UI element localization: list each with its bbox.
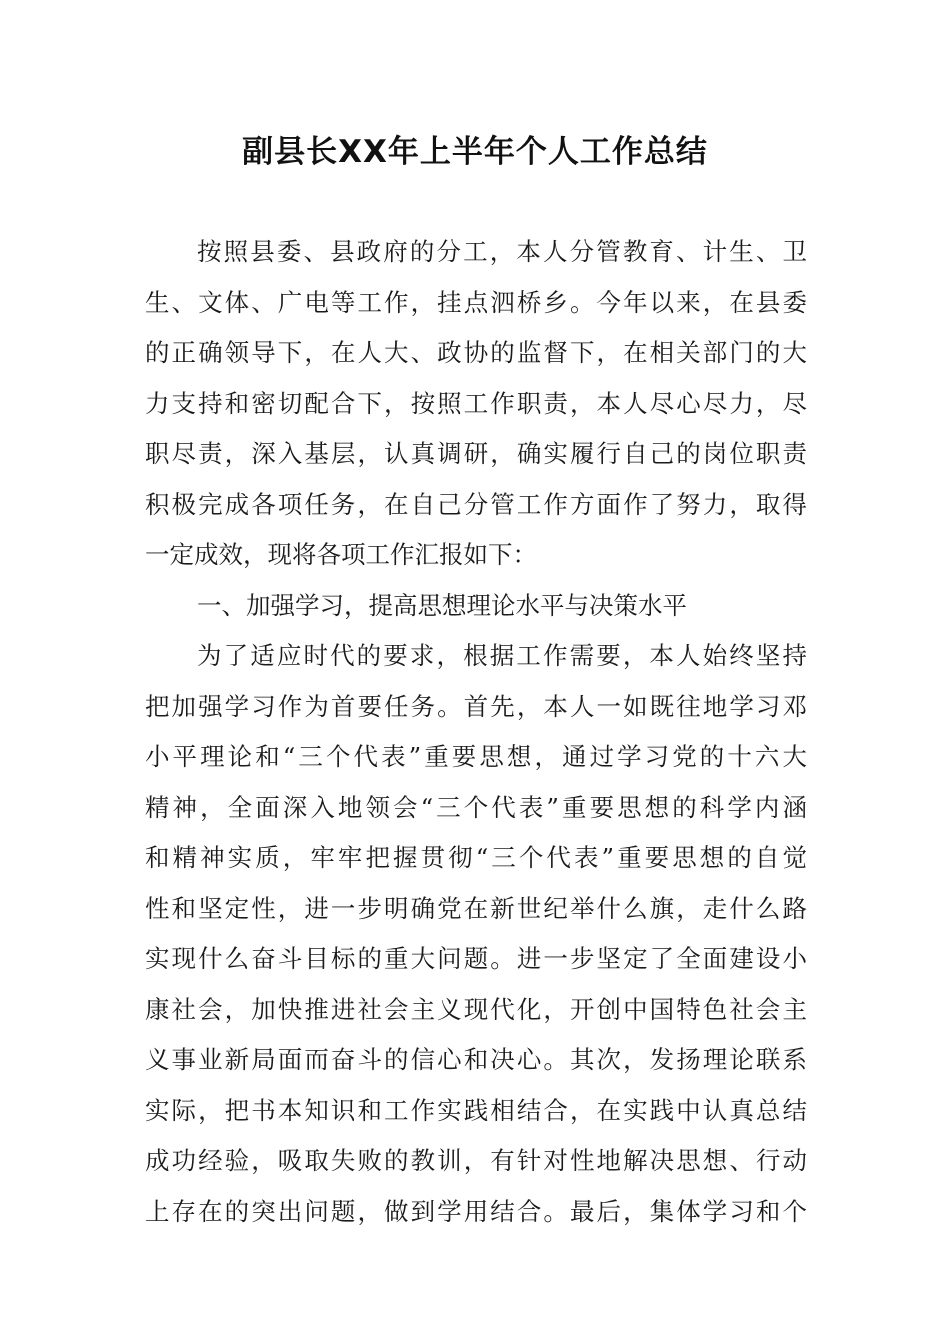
- section-heading: 一、加强学习，提高思想理论水平与决策水平: [197, 590, 687, 620]
- paragraph-line: 一定成效，现将各项工作汇报如下：: [145, 540, 537, 569]
- paragraph-line: 成功经验，吸取失败的教训，有针对性地解决思想、行动: [145, 1146, 807, 1175]
- paragraph-line: 精神，全面深入地领会“三个代表”重要思想的科学内涵: [145, 792, 807, 822]
- paragraph-line: 上存在的突出问题，做到学用结合。最后，集体学习和个: [145, 1196, 807, 1226]
- paragraph-line: 把加强学习作为首要任务。首先，本人一如既往地学习邓: [145, 691, 807, 721]
- paragraph-line: 实际，把书本知识和工作实践相结合，在实践中认真总结: [145, 1095, 807, 1125]
- paragraph-line: 小平理论和“三个代表”重要思想，通过学习党的十六大: [145, 742, 807, 771]
- paragraph-line: 生、文体、广电等工作，挂点泗桥乡。今年以来，在县委: [145, 287, 807, 317]
- paragraph-line: 职尽责，深入基层，认真调研，确实履行自己的岗位职责: [145, 439, 807, 468]
- paragraph-line: 力支持和密切配合下，按照工作职责，本人尽心尽力，尽: [145, 388, 807, 418]
- paragraph-line: 的正确领导下，在人大、政协的监督下，在相关部门的大: [145, 338, 807, 367]
- paragraph-line: 积极完成各项任务，在自己分管工作方面作了努力，取得: [145, 489, 807, 519]
- paragraph-line: 实现什么奋斗目标的重大问题。进一步坚定了全面建设小: [145, 944, 807, 973]
- paragraph-line: 义事业新局面而奋斗的信心和决心。其次，发扬理论联系: [145, 1045, 807, 1074]
- document-body: [145, 227, 807, 1237]
- paragraph-line: 性和坚定性，进一步明确党在新世纪举什么旗，走什么路: [145, 893, 807, 923]
- paragraph-line: 康社会，加快推进社会主义现代化，开创中国特色社会主: [145, 994, 807, 1024]
- paragraph-line: 和精神实质，牢牢把握贯彻“三个代表”重要思想的自觉: [145, 843, 807, 872]
- document-title: 副县长XX年上半年个人工作总结: [242, 134, 708, 170]
- paragraph-line: 为了适应时代的要求，根据工作需要，本人始终坚持: [197, 641, 807, 670]
- paragraph-line: 按照县委、县政府的分工，本人分管教育、计生、卫: [197, 237, 807, 266]
